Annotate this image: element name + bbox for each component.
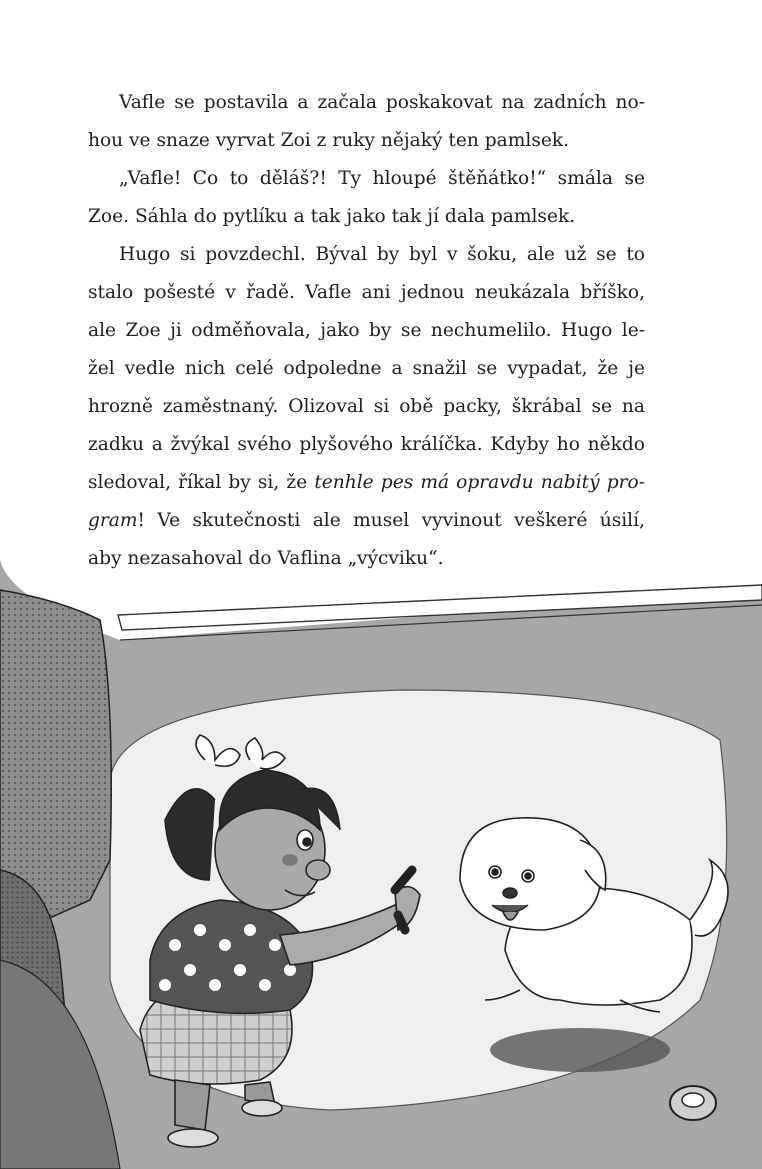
text-line: hrozně zaměstnaný. Olizoval si obě packy, škrábal se na [88,396,645,417]
text-line: stalo pošesté v řadě. Vafle ani jednou neukázala bříško, [88,282,645,303]
body-text [88,84,645,578]
text-run: ! Ve skutečnosti ale musel vyvinout veškeré úsilí, [137,510,645,531]
text-line: Hugo si povzdechl. Býval by byl v šoku, ale už se to [119,244,645,265]
italic-text: tenhle pes má opravdu nabitý pro- [314,472,645,493]
text-line: aby nezasahoval do Vaflina „výcviku“. [88,548,444,569]
text-line [88,502,645,540]
text-line: „Vafle! Co to děláš?! Ty hloupé štěňátko!“ smála se [119,168,645,189]
text-line: zadku a žvýkal svého plyšového králíčka. Kdyby ho někdo [88,434,645,455]
italic-text: gram [88,510,138,531]
text-line [88,464,645,502]
paragraph-1 [88,84,645,160]
text-line: ale Zoe ji odměňovala, jako by se nechumelilo. Hugo le- [88,320,645,341]
paragraph-2 [88,160,645,236]
girl-and-puppy-illustration [0,540,762,1169]
text-line: hou ve snaze vyrvat Zoi z ruky nějaký ten pamlsek. [88,130,570,151]
text-line: Zoe. Sáhla do pytlíku a tak jako tak jí dala pamlsek. [88,206,576,227]
text-line: žel vedle nich celé odpoledne a snažil se vypadat, že je [88,358,645,379]
text-run: sledoval, říkal by si, že [88,472,315,493]
paragraph-3 [88,236,645,578]
text-line: Vafle se postavila a začala poskakovat na zadních no- [119,92,645,113]
